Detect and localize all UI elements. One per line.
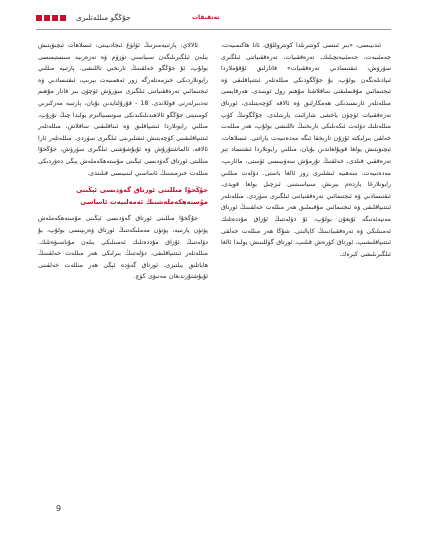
page-header — [36, 14, 391, 26]
section-tag: تەتقىقات — [192, 14, 220, 21]
journal-title: جۇڭگو مىللەتلىرى — [76, 13, 131, 22]
right-column — [221, 40, 391, 260]
header-squares-decoration — [36, 15, 66, 21]
header-divider — [36, 29, 391, 30]
body-paragraph: ئالالاي، پارتىيەمىزنىڭ ئۆلۈغ ئىجادىيىتى، ئىسلاھات ئېچىۋېتىش بىلەن ئىلگىرىلىگەن سىياسىي تۈزۈم ۋە نەزەرىيە سىستېمىسى بولۇپ، ئۇ جۇڭگو خەلقىنىڭ تارىخىي تاللىشى. پارتىيە مىللىي رايونلاردىكى خىزمەتلەرگە زور ئەھمىيەت بېرىپ، ئىقتىسادىي ۋە ئىجتىمائىي تەرەققىياتنى ئىلگىرى سۈرۈش ئۈچۈن بىر قاتار مۇھىم تەدبىرلەرنى قوللاندى. 18 - قۇرۇلتايدىن بۇيان، پارتىيە مەركىزىي كومىتېتى جۇڭگو ئالاھىدىلىكىدىكى سوتسىيالىزم يولىدا چىڭ تۇرۇپ، مىللىي رايونلاردا ئىتتىپاقلىق ۋە ئىناقلىقنى ساقلاش، مىللەتلەر ئىتتىپاقلىقىنى كۈچەيتىش ئىشلىرىنى ئىلگىرى سۈردى. مىللەتلەر ئارا ئالاقە، ئالماشتۇرۇش ۋە ئۇيۇشۇشنى ئىلگىرى سۈرۈش، جۇڭخۇا مىللىتى ئورتاق گەۋدىسى ئېڭىنى مۇستەھكەملەش يېڭى دەۋردىكى مىللەت خىزمىتىنىڭ ئاساسىي لىنىيىسى قىلىندى. — [38, 42, 208, 177]
body-paragraph: جۇڭخۇا مىللىتى ئورتاق گەۋدىسى ئېڭىنى مۇستەھكەملەش پۈتۈن پارتىيە، پۈتۈن مەملىكەتنىڭ ئورتاق ۋەزىپىسى بولۇپ، بۇ دۆلەتنىڭ ئۇزاق مۇددەتلىك ئەمىنلىكى بىلەن مۇناسىۋەتلىك. مىللەتلەر ئىتتىپاقلىقى، دۆلەتنىڭ بىرلىكى ھەر مىللەت خەلقىنىڭ ھاياتلىق يىلتىزى. ئورتاق گەۋدە ئېڭى ھەر مىللەت خەلقىنى ئۇيۇشتۇرىدىغان مەنىۋى كۈچ. — [38, 215, 208, 281]
left-column — [38, 40, 208, 283]
page-number: 9 — [56, 504, 62, 513]
body-paragraph: ئىدىيىسى، «بىر ئىنسى كونتىرىلدا كونتروللۇق، ئانا ھاكىمىيەت، جەمئىيەت، جەمئىيەتچىلىك، تەرەققىيات، تەرەققىياتنى ئىلگىرى سۈرۈش، ئىقتىسادىي تەرەققىيات» قاتارلىق ئۇقۇملاردا ئىپادىلەنگەن بولۇپ، بۇ جۇڭگودىكى مىللەتلەر ئىتتىپاقلىقى ۋە ئىجتىمائىي مۇقىملىقنى ساقلاشتا مۇھىم رول ئوينىدى. ھەرقايسى مىللەتلەر ئارىسىدىكى ھەمكارلىق ۋە ئالاقە كۈچەيتىلدى، ئورتاق تەرەققىيات ئۈچۈن ياخشى شارائىت يارىتىلدى. جۇڭگونىڭ كۆپ مىللەتلىك دۆلەت ئىكەنلىكى تارىخنىڭ تاللىشى بولۇپ، ھەر مىللەت خەلقى بىرلىكتە ئۇزۇن تارىخقا ئىگە مەدەنىيەت ياراتتى. ئىسلاھات، ئېچىۋېتىش يولغا قويۇلغاندىن بۇيان، مىللىي رايونلاردا ئىقتىساد تېز تەرەققىي قىلدى، خەلقنىڭ تۇرمۇش سەۋىيىسى ئۆستى، مائارىپ، مەدەنىيەت، سەھىيە ئىشلىرى زور ئالغا باستى. دۆلەت مىللىي رايونلارغا ياردەم بېرىش سىياسىتىنى ئىزچىل يولغا قويدى، ئىقتىسادىي ۋە ئىجتىمائىي تەرەققىياتنى ئىلگىرى سۈردى. مىللەتلەر ئىتتىپاقلىقى ۋە ئىجتىمائىي مۇقىملىق ھەر مىللەت خەلقىنىڭ ئورتاق مەنپەئەتىگە ئۇيغۇن بولۇپ، ئۇ دۆلەتنىڭ ئۇزاق مۇددەتلىك ئەمىنلىكى ۋە تەرەققىياتىنىڭ كاپالىتى. شۇڭا ھەر مىللەت خەلقى ئىتتىپاقلىشىپ، ئورتاق كۈرەش قىلىپ، ئورتاق گۈللىنىش يولىدا ئالغا ئىلگىرىلىشى كېرەك. — [221, 42, 391, 258]
section-heading: جۇڭخۇا مىللىتى ئورتاق گەۋدىسى ئېڭىنى مۇستەھكەملەشنىڭ ئەمەلىيەت ئاساسى — [76, 186, 208, 206]
